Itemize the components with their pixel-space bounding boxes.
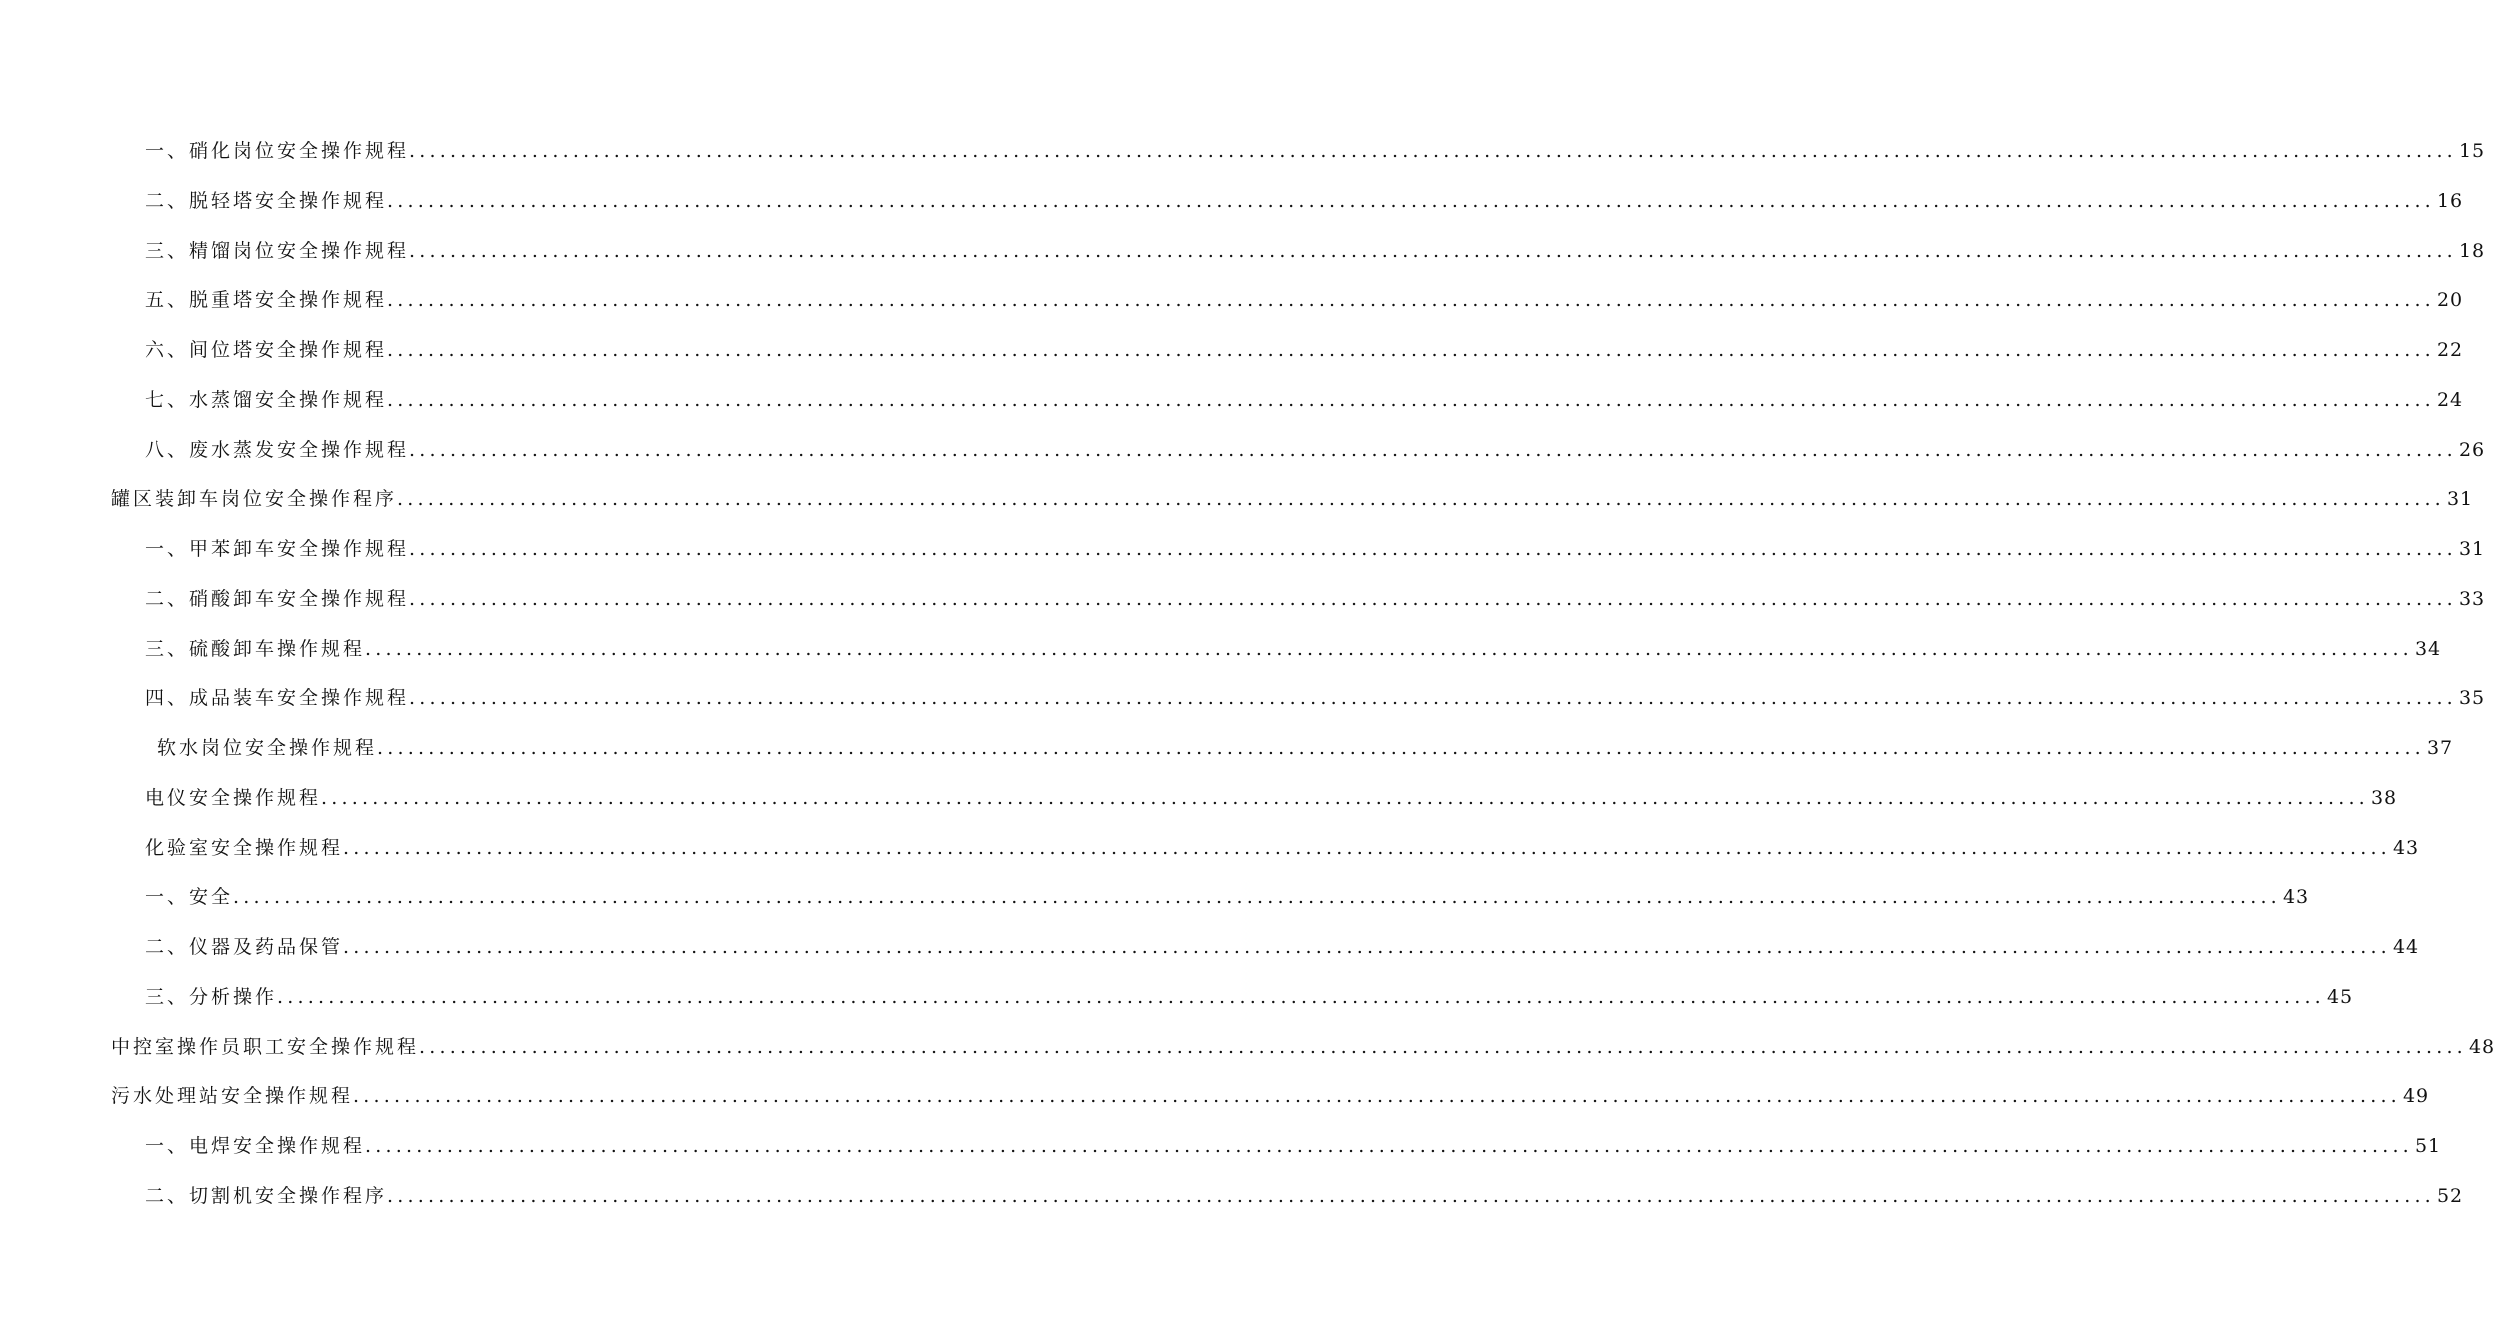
toc-entry-page-number: 38: [2370, 786, 2398, 809]
dot-leader: ........................................................................................................................................................................................................: [233, 886, 2281, 909]
dot-leader: ........................................................................................................................................................................................................: [377, 737, 2425, 759]
toc-entry-title: 一、甲苯卸车安全操作规程: [145, 538, 410, 560]
dot-leader: ........................................................................................................................................................................................................: [409, 140, 2457, 162]
toc-entry[interactable]: [0, 773, 2398, 823]
dot-leader: ........................................................................................................................................................................................................: [409, 687, 2457, 710]
dot-leader: ........................................................................................................................................................................................................: [409, 587, 2457, 610]
toc-entry[interactable]: [0, 474, 2474, 524]
toc-entry-title: 五、脱重塔安全操作规程: [145, 289, 388, 312]
toc-entry-page-number: 37: [2426, 737, 2454, 759]
table-of-contents: [0, 126, 2495, 1221]
dot-leader: ........................................................................................................................................................................................................: [365, 637, 2413, 660]
toc-entry-line: [145, 1183, 2464, 1209]
toc-entry[interactable]: [0, 524, 2486, 574]
toc-entry-page-number: 52: [2436, 1184, 2464, 1207]
dot-leader: ........................................................................................................................................................................................................: [321, 786, 2369, 809]
toc-entry[interactable]: [0, 872, 2310, 922]
toc-entry-page-number: 43: [2392, 836, 2420, 859]
toc-entry-line: [145, 1133, 2442, 1159]
toc-entry-line: [145, 287, 2464, 313]
toc-entry[interactable]: [0, 325, 2464, 375]
toc-entry[interactable]: [0, 922, 2420, 972]
dot-leader: ........................................................................................................................................................................................................: [365, 1135, 2413, 1157]
toc-entry-title: 七、水蒸馏安全操作规程: [145, 388, 388, 411]
toc-entry-title: 化验室安全操作规程: [145, 836, 344, 859]
toc-entry-title: 电仪安全操作规程: [145, 786, 322, 809]
toc-entry[interactable]: [0, 126, 2486, 176]
toc-entry-page-number: 34: [2414, 637, 2442, 660]
toc-entry-page-number: 22: [2436, 339, 2464, 361]
dot-leader: ........................................................................................................................................................................................................: [397, 488, 2445, 511]
toc-entry-page-number: 31: [2446, 488, 2474, 511]
toc-entry-page-number: 15: [2458, 140, 2486, 162]
toc-entry-page-number: 49: [2402, 1085, 2430, 1108]
toc-entry-line: [145, 138, 2486, 164]
toc-entry-line: [145, 835, 2420, 861]
toc-entry-page-number: 24: [2436, 388, 2464, 411]
toc-entry[interactable]: [0, 972, 2354, 1022]
dot-leader: ........................................................................................................................................................................................................: [343, 936, 2391, 958]
toc-entry[interactable]: [0, 574, 2486, 624]
toc-entry-line: [145, 586, 2486, 612]
toc-entry-line: [111, 486, 2474, 512]
toc-entry[interactable]: [0, 624, 2442, 674]
dot-leader: ........................................................................................................................................................................................................: [409, 538, 2457, 560]
toc-entry-title: 三、硫酸卸车操作规程: [145, 637, 366, 660]
toc-entry[interactable]: [0, 723, 2454, 773]
toc-entry-title: 八、废水蒸发安全操作规程: [145, 438, 410, 461]
dot-leader: ........................................................................................................................................................................................................: [387, 289, 2435, 312]
toc-entry-page-number: 16: [2436, 189, 2464, 212]
toc-entry-line: [145, 884, 2310, 910]
dot-leader: ........................................................................................................................................................................................................: [387, 1184, 2435, 1207]
toc-entry-page-number: 26: [2458, 438, 2486, 461]
dot-leader: ........................................................................................................................................................................................................: [353, 1085, 2401, 1108]
toc-entry-title: 三、精馏岗位安全操作规程: [145, 239, 410, 262]
toc-entry-page-number: 48: [2468, 1035, 2495, 1058]
toc-entry[interactable]: [0, 375, 2464, 425]
toc-entry[interactable]: [0, 1071, 2430, 1121]
toc-entry-page-number: 44: [2392, 936, 2420, 958]
dot-leader: ........................................................................................................................................................................................................: [409, 239, 2457, 262]
toc-entry-page-number: 35: [2458, 687, 2486, 710]
toc-entry-page-number: 43: [2282, 886, 2310, 909]
toc-entry-line: [111, 1083, 2430, 1109]
toc-entry-title: 二、脱轻塔安全操作规程: [145, 189, 388, 212]
toc-entry-title: 一、安全: [145, 886, 234, 909]
toc-entry-line: [145, 685, 2486, 711]
toc-entry[interactable]: [0, 275, 2464, 325]
toc-entry-line: [145, 636, 2442, 662]
toc-entry[interactable]: [0, 673, 2486, 723]
toc-entry-line: [145, 437, 2486, 463]
toc-entry[interactable]: [0, 176, 2464, 226]
toc-entry-line: [145, 934, 2420, 960]
dot-leader: ........................................................................................................................................................................................................: [419, 1035, 2467, 1058]
dot-leader: ........................................................................................................................................................................................................: [387, 388, 2435, 411]
toc-entry-page-number: 45: [2326, 985, 2354, 1008]
toc-entry-line: [145, 238, 2486, 264]
toc-entry[interactable]: [0, 226, 2486, 276]
toc-entry-title: 六、间位塔安全操作规程: [145, 339, 388, 361]
toc-entry[interactable]: [0, 1171, 2464, 1221]
toc-entry-title: 二、仪器及药品保管: [145, 936, 344, 958]
toc-entry-page-number: 20: [2436, 289, 2464, 312]
toc-entry-page-number: 18: [2458, 239, 2486, 262]
toc-entry-line: [145, 387, 2464, 413]
toc-entry-title: 三、分析操作: [145, 985, 278, 1008]
toc-entry-title: 罐区装卸车岗位安全操作程序: [111, 488, 398, 511]
toc-entry-title: 中控室操作员职工安全操作规程: [111, 1035, 420, 1058]
toc-entry-title: 二、切割机安全操作程序: [145, 1184, 388, 1207]
toc-entry-title: 软水岗位安全操作规程: [157, 737, 378, 759]
dot-leader: ........................................................................................................................................................................................................: [277, 985, 2325, 1008]
dot-leader: ........................................................................................................................................................................................................: [409, 438, 2457, 461]
toc-entry-line: [145, 188, 2464, 214]
toc-entry[interactable]: [0, 1121, 2442, 1171]
toc-entry-page-number: 51: [2414, 1135, 2442, 1157]
toc-entry[interactable]: [0, 1022, 2495, 1072]
dot-leader: ........................................................................................................................................................................................................: [387, 339, 2435, 361]
toc-entry-line: [157, 735, 2454, 761]
toc-entry-title: 四、成品装车安全操作规程: [145, 687, 410, 710]
toc-entry-line: [145, 785, 2398, 811]
toc-entry[interactable]: [0, 823, 2420, 873]
toc-entry-line: [111, 1034, 2495, 1060]
toc-entry-page-number: 31: [2458, 538, 2486, 560]
toc-entry[interactable]: [0, 425, 2486, 475]
toc-entry-line: [145, 984, 2354, 1010]
toc-entry-line: [145, 337, 2464, 363]
toc-entry-line: [145, 536, 2486, 562]
toc-entry-title: 一、硝化岗位安全操作规程: [145, 140, 410, 162]
toc-entry-title: 污水处理站安全操作规程: [111, 1085, 354, 1108]
dot-leader: ........................................................................................................................................................................................................: [387, 189, 2435, 212]
toc-entry-title: 二、硝酸卸车安全操作规程: [145, 587, 410, 610]
toc-entry-title: 一、电焊安全操作规程: [145, 1135, 366, 1157]
toc-entry-page-number: 33: [2458, 587, 2486, 610]
dot-leader: ........................................................................................................................................................................................................: [343, 836, 2391, 859]
